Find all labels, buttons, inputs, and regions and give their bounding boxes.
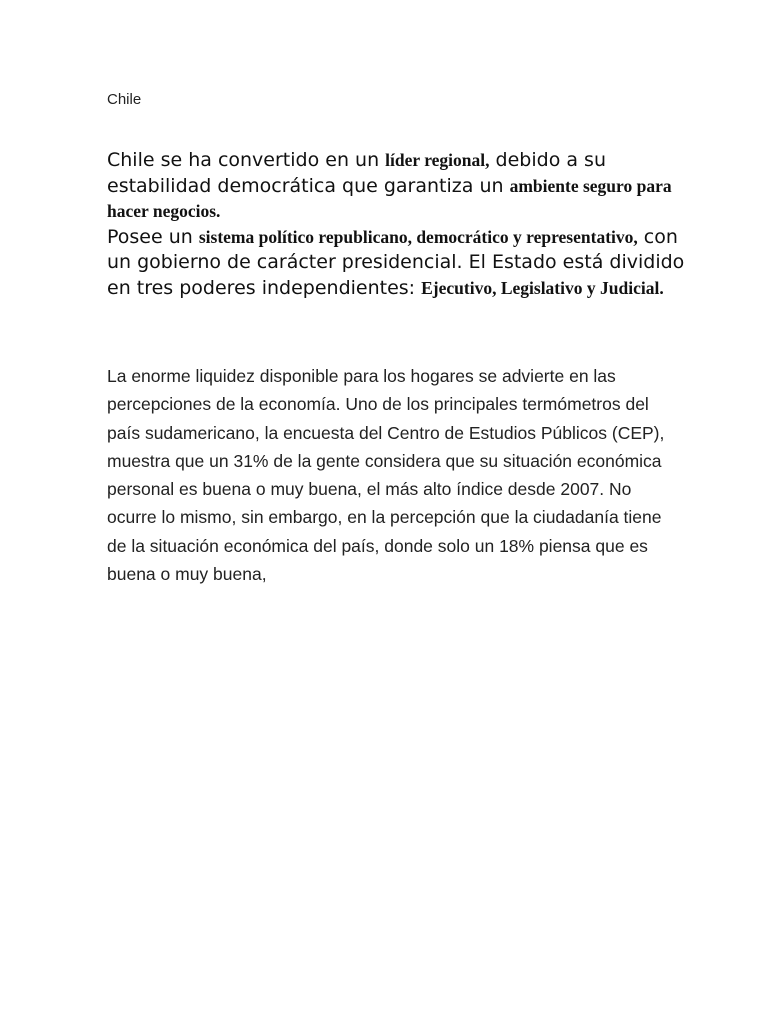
intro-emphasis: sistema político republicano, democrático y representativo, bbox=[198, 226, 638, 247]
body-paragraph: La enorme liquidez disponible para los hogares se advierte en las percepciones de la economía. Uno de los principales termómetros del país sudamericano, la encuesta del Centro de Estudios Públicos (CEP), muestra que un 31% de la gente considera que su situación económica personal es buena o muy buena, el más alto índice desde 2007. No ocurre lo mismo, sin embargo, en la percepción que la ciudadanía tiene de la situación económica del país, donde solo un 18% piensa que es buena o muy buena, bbox=[107, 366, 665, 585]
intro-segment: Posee un bbox=[107, 225, 199, 248]
intro-emphasis: Ejecutivo, Legislativo y Judicial. bbox=[421, 277, 664, 298]
intro-segment: debido a su estabilidad democrática que garantiza un bbox=[107, 149, 606, 197]
intro-emphasis: líder regional, bbox=[385, 150, 490, 170]
intro-emphasis: ambiente seguro para hacer negocios. bbox=[107, 175, 672, 221]
document-heading: Chile bbox=[107, 91, 142, 108]
intro-paragraph bbox=[107, 148, 687, 301]
intro-segment: con un gobierno de carácter presidencial. El Estado está dividido en tres poderes independientes: bbox=[107, 225, 685, 299]
intro-segment: Chile se ha convertido en un bbox=[107, 149, 386, 171]
